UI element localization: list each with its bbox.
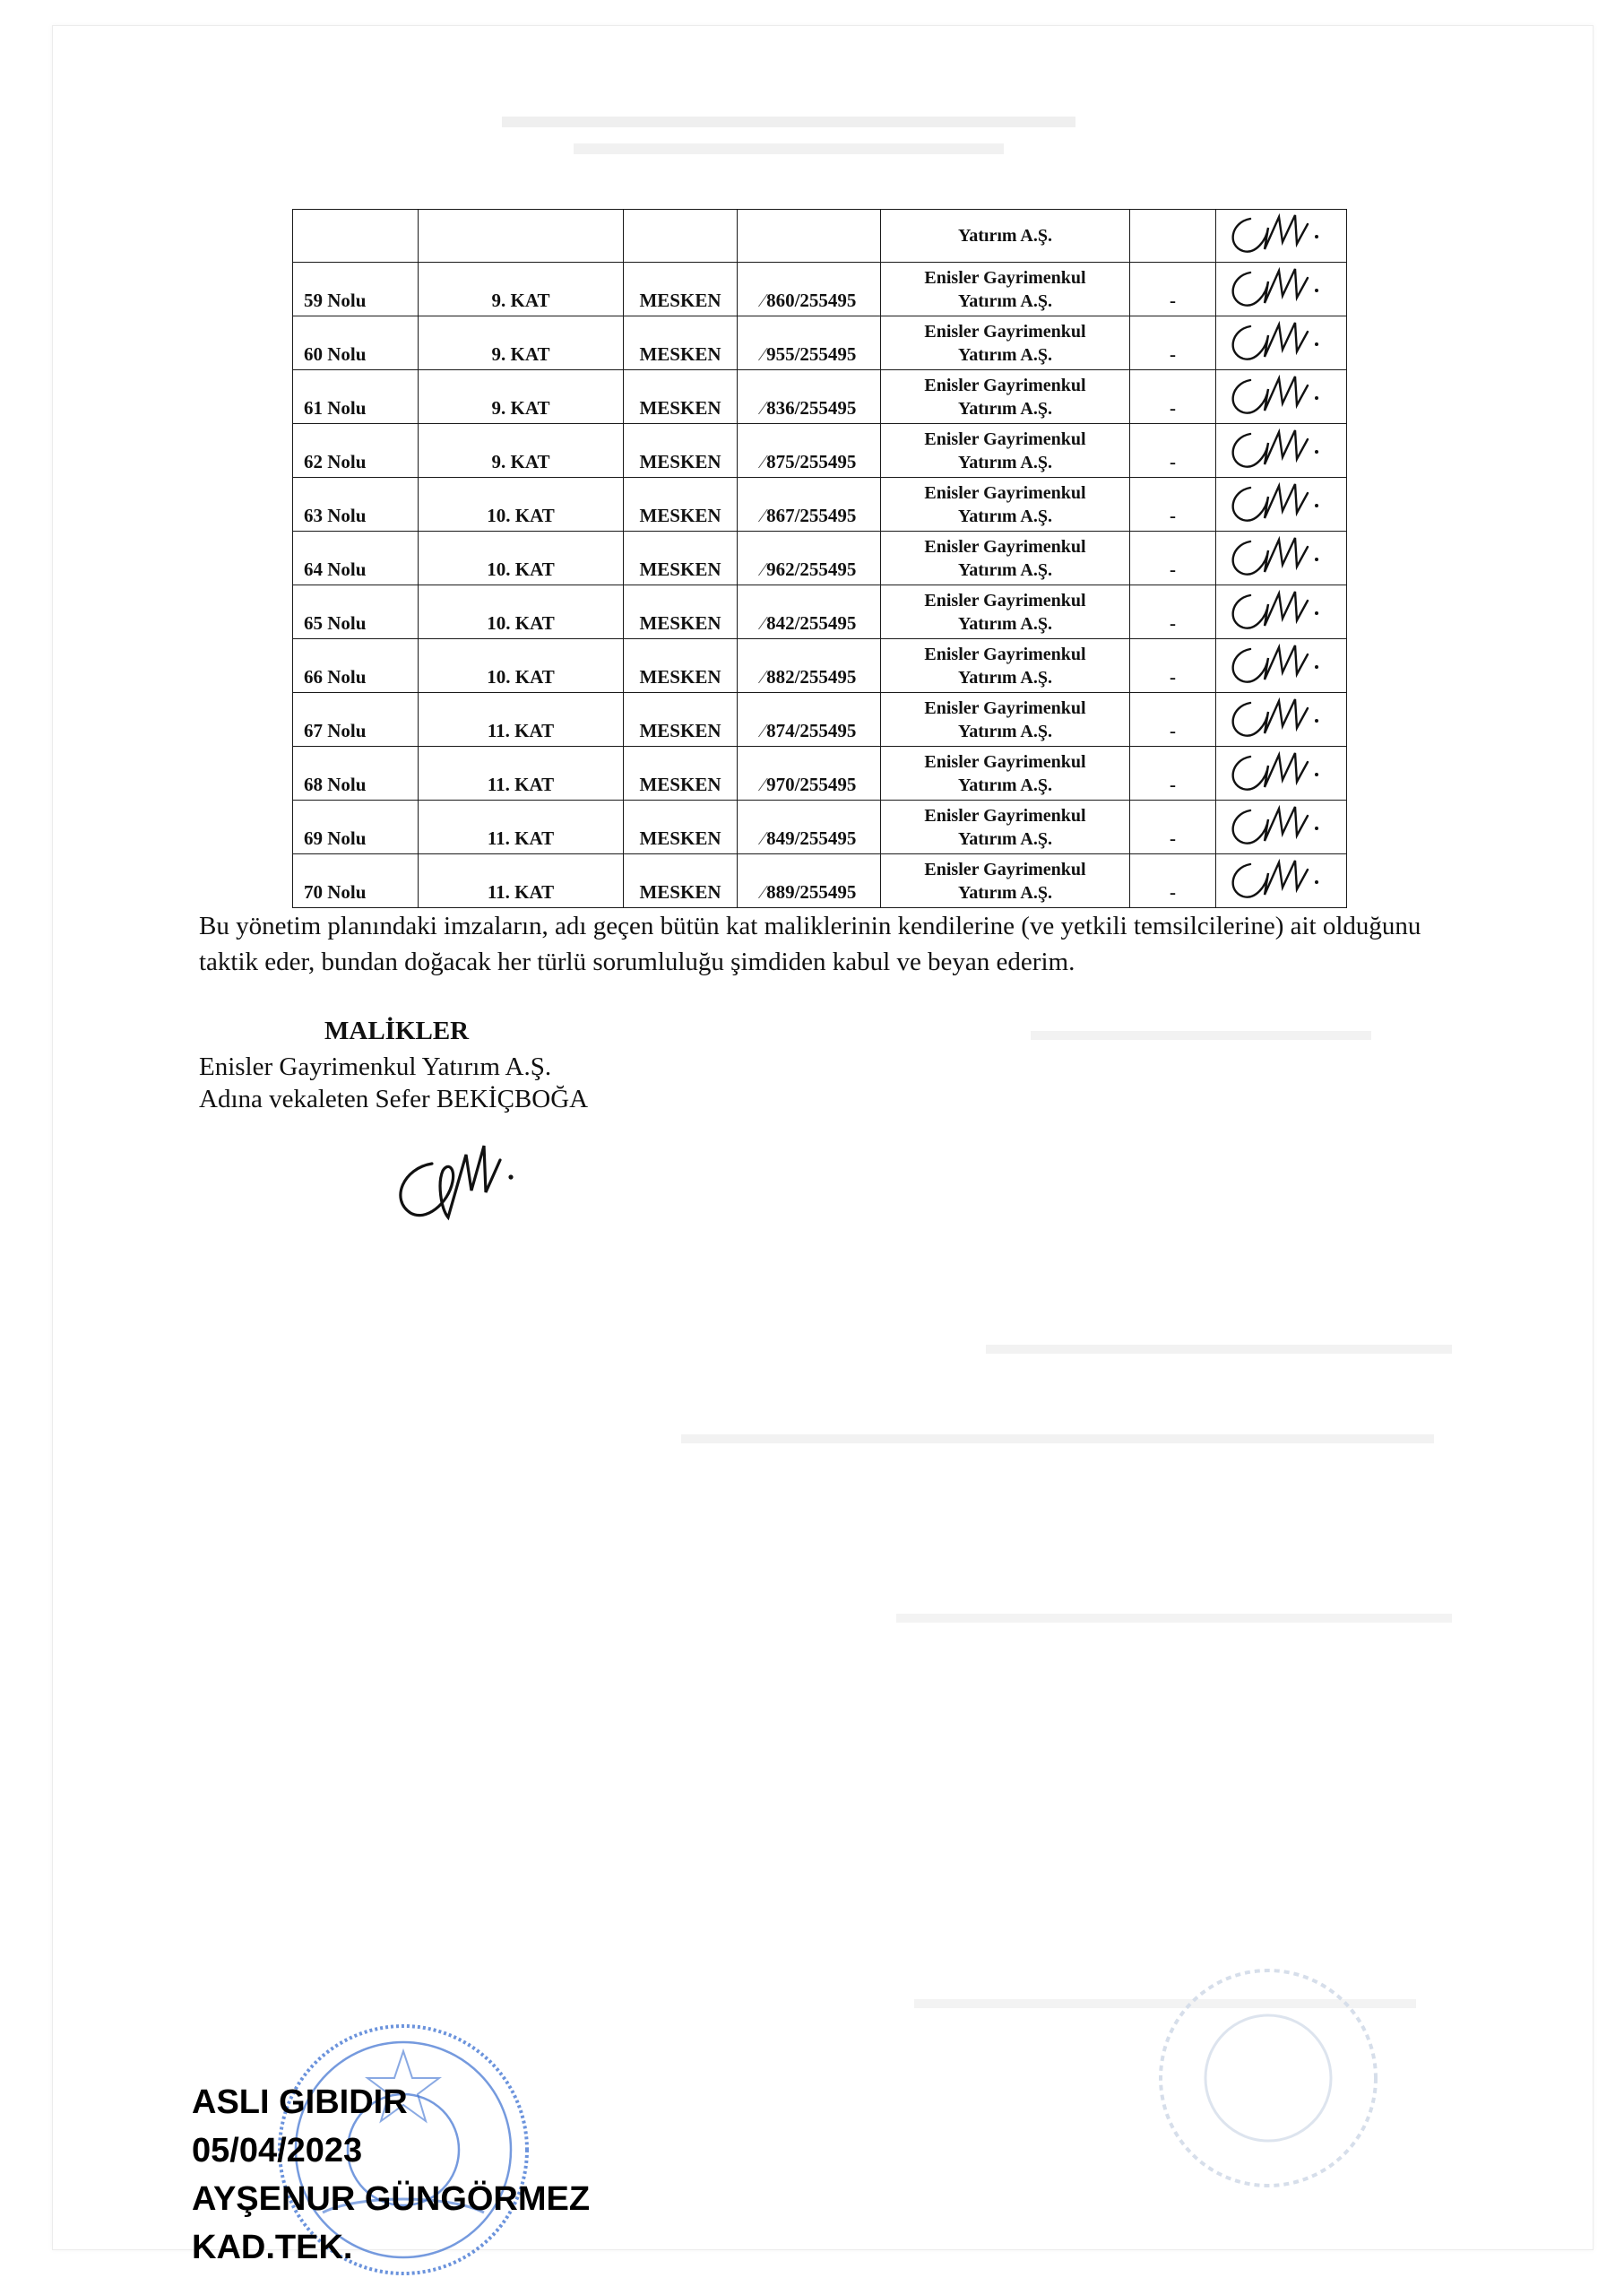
owner-line-1: Enisler Gayrimenkul xyxy=(924,375,1086,395)
check-tick-icon: ⁄ xyxy=(761,774,765,795)
owner-line-2: Yatırım A.Ş. xyxy=(958,721,1052,741)
floor: 9. KAT xyxy=(419,316,624,370)
land-share-value: 889/255495 xyxy=(766,881,857,903)
land-share-value: 860/255495 xyxy=(766,290,857,311)
table-row xyxy=(293,854,1347,908)
initial-signature-icon xyxy=(1223,801,1340,848)
table-row xyxy=(293,585,1347,639)
certified-true-copy: ASLI GIBIDIR xyxy=(192,2083,408,2121)
initial-signature-icon xyxy=(1223,317,1340,364)
unit-number: 64 Nolu xyxy=(293,532,419,585)
land-share-value: 875/255495 xyxy=(766,451,857,472)
floor: 10. KAT xyxy=(419,532,624,585)
check-tick-icon: ⁄ xyxy=(761,290,765,311)
check-tick-icon: ⁄ xyxy=(761,612,765,634)
floor: 9. KAT xyxy=(419,424,624,478)
owner-line-2: Yatırım A.Ş. xyxy=(958,226,1052,246)
land-share xyxy=(738,478,881,532)
land-share xyxy=(738,585,881,639)
owner-line-1: Enisler Gayrimenkul xyxy=(924,805,1086,826)
usage-type: MESKEN xyxy=(624,263,738,316)
unit-number: 70 Nolu xyxy=(293,854,419,908)
initial-signature-icon xyxy=(1223,748,1340,794)
floor: 10. KAT xyxy=(419,478,624,532)
signature-cell xyxy=(1216,370,1347,424)
owner-line-1: Enisler Gayrimenkul xyxy=(924,429,1086,449)
table-row xyxy=(293,693,1347,747)
owner-line-1: Enisler Gayrimenkul xyxy=(924,859,1086,879)
check-tick-icon: ⁄ xyxy=(761,397,765,419)
initial-signature-icon xyxy=(1223,210,1340,256)
check-tick-icon: ⁄ xyxy=(761,343,765,365)
proxy-signature xyxy=(385,1128,538,1235)
unit-number: 65 Nolu xyxy=(293,585,419,639)
check-tick-icon: ⁄ xyxy=(761,666,765,688)
signature-cell xyxy=(1216,210,1347,263)
usage-type: MESKEN xyxy=(624,532,738,585)
owner-line-2: Yatırım A.Ş. xyxy=(958,452,1052,472)
notes-cell: - xyxy=(1130,370,1216,424)
table-row xyxy=(293,263,1347,316)
floor: 11. KAT xyxy=(419,854,624,908)
land-share-value: 970/255495 xyxy=(766,774,857,795)
owner-line-2: Yatırım A.Ş. xyxy=(958,506,1052,526)
certification-stamp xyxy=(192,2078,590,2272)
floor: 11. KAT xyxy=(419,747,624,801)
floor: 9. KAT xyxy=(419,370,624,424)
signature-cell xyxy=(1216,854,1347,908)
usage-type: MESKEN xyxy=(624,424,738,478)
usage-type: MESKEN xyxy=(624,639,738,693)
table-row-continued xyxy=(293,210,1347,263)
owner-cell xyxy=(881,854,1130,908)
unit-number: 63 Nolu xyxy=(293,478,419,532)
signature-cell xyxy=(1216,747,1347,801)
notes-cell: - xyxy=(1130,639,1216,693)
notes-cell: - xyxy=(1130,424,1216,478)
notes-cell: - xyxy=(1130,801,1216,854)
table-row xyxy=(293,478,1347,532)
owner-cell xyxy=(881,639,1130,693)
owner-cell xyxy=(881,263,1130,316)
owners-company: Enisler Gayrimenkul Yatırım A.Ş. xyxy=(199,1052,552,1081)
table-row xyxy=(293,532,1347,585)
signature-cell xyxy=(1216,532,1347,585)
floor: 9. KAT xyxy=(419,263,624,316)
land-share xyxy=(738,424,881,478)
certifier-office: KAD.TEK. xyxy=(192,2229,353,2266)
unit-number: 61 Nolu xyxy=(293,370,419,424)
land-share-value: 962/255495 xyxy=(766,559,857,580)
owner-cell xyxy=(881,532,1130,585)
check-tick-icon: ⁄ xyxy=(761,505,765,526)
empty-cell xyxy=(419,210,624,263)
initial-signature-icon xyxy=(1223,855,1340,902)
notes-cell: - xyxy=(1130,532,1216,585)
owner-line-2: Yatırım A.Ş. xyxy=(958,828,1052,849)
certifier-name: AYŞENUR GÜNGÖRMEZ xyxy=(192,2180,591,2218)
usage-type: MESKEN xyxy=(624,693,738,747)
owner-line-2: Yatırım A.Ş. xyxy=(958,882,1052,903)
owner-line-2: Yatırım A.Ş. xyxy=(958,290,1052,311)
owner-cell xyxy=(881,693,1130,747)
unit-number: 60 Nolu xyxy=(293,316,419,370)
table-row xyxy=(293,316,1347,370)
owner-line-1: Enisler Gayrimenkul xyxy=(924,644,1086,664)
notes-cell: - xyxy=(1130,854,1216,908)
land-share-value: 882/255495 xyxy=(766,666,857,688)
land-share-value: 867/255495 xyxy=(766,505,857,526)
unit-number: 69 Nolu xyxy=(293,801,419,854)
floor: 10. KAT xyxy=(419,639,624,693)
owner-cell xyxy=(881,210,1130,263)
owner-cell xyxy=(881,316,1130,370)
owner-line-1: Enisler Gayrimenkul xyxy=(924,482,1086,503)
initial-signature-icon xyxy=(1223,425,1340,472)
land-share-value: 849/255495 xyxy=(766,827,857,849)
unit-number: 66 Nolu xyxy=(293,639,419,693)
owner-line-1: Enisler Gayrimenkul xyxy=(924,590,1086,611)
land-share-value: 955/255495 xyxy=(766,343,857,365)
owners-block xyxy=(199,1015,588,1115)
usage-type: MESKEN xyxy=(624,370,738,424)
unit-number: 59 Nolu xyxy=(293,263,419,316)
units-table xyxy=(292,209,1347,908)
unit-number: 62 Nolu xyxy=(293,424,419,478)
initial-signature-icon xyxy=(1223,694,1340,740)
owner-line-2: Yatırım A.Ş. xyxy=(958,559,1052,580)
usage-type: MESKEN xyxy=(624,801,738,854)
signature-cell xyxy=(1216,478,1347,532)
usage-type: MESKEN xyxy=(624,316,738,370)
signature-cell xyxy=(1216,585,1347,639)
floor: 11. KAT xyxy=(419,801,624,854)
owners-heading: MALİKLER xyxy=(324,1017,470,1045)
faint-seal xyxy=(1116,1944,1421,2213)
signature-cell xyxy=(1216,424,1347,478)
signature-cell xyxy=(1216,693,1347,747)
check-tick-icon: ⁄ xyxy=(761,559,765,580)
notes-cell: - xyxy=(1130,693,1216,747)
unit-number: 67 Nolu xyxy=(293,693,419,747)
certification-date: 05/04/2023 xyxy=(192,2132,363,2169)
check-tick-icon: ⁄ xyxy=(761,827,765,849)
check-tick-icon: ⁄ xyxy=(761,881,765,903)
owner-line-1: Enisler Gayrimenkul xyxy=(924,267,1086,288)
owner-cell xyxy=(881,585,1130,639)
unit-number: 68 Nolu xyxy=(293,747,419,801)
land-share-value: 874/255495 xyxy=(766,720,857,741)
empty-cell xyxy=(293,210,419,263)
table-row xyxy=(293,801,1347,854)
initial-signature-icon xyxy=(1223,586,1340,633)
table-row xyxy=(293,424,1347,478)
usage-type: MESKEN xyxy=(624,585,738,639)
land-share-value: 836/255495 xyxy=(766,397,857,419)
signature-cell xyxy=(1216,801,1347,854)
owner-cell xyxy=(881,424,1130,478)
owner-line-1: Enisler Gayrimenkul xyxy=(924,697,1086,718)
owner-cell xyxy=(881,801,1130,854)
signature-cell xyxy=(1216,316,1347,370)
usage-type: MESKEN xyxy=(624,854,738,908)
signature-cell xyxy=(1216,639,1347,693)
notes-cell: - xyxy=(1130,263,1216,316)
land-share xyxy=(738,747,881,801)
owner-line-2: Yatırım A.Ş. xyxy=(958,398,1052,419)
floor: 11. KAT xyxy=(419,693,624,747)
owners-proxy: Adına vekaleten Sefer BEKİÇBOĞA xyxy=(199,1085,589,1113)
usage-type: MESKEN xyxy=(624,478,738,532)
notes-cell: - xyxy=(1130,478,1216,532)
land-share xyxy=(738,693,881,747)
owner-cell xyxy=(881,747,1130,801)
empty-cell xyxy=(1130,210,1216,263)
owner-line-1: Enisler Gayrimenkul xyxy=(924,321,1086,342)
owner-line-1: Enisler Gayrimenkul xyxy=(924,536,1086,557)
owner-line-1: Enisler Gayrimenkul xyxy=(924,751,1086,772)
initial-signature-icon xyxy=(1223,479,1340,525)
land-share xyxy=(738,639,881,693)
notes-cell: - xyxy=(1130,747,1216,801)
empty-cell xyxy=(624,210,738,263)
initial-signature-icon xyxy=(1223,533,1340,579)
notes-cell: - xyxy=(1130,585,1216,639)
land-share xyxy=(738,532,881,585)
table-row xyxy=(293,639,1347,693)
owner-line-2: Yatırım A.Ş. xyxy=(958,613,1052,634)
usage-type: MESKEN xyxy=(624,747,738,801)
land-share xyxy=(738,370,881,424)
land-share xyxy=(738,801,881,854)
notes-cell: - xyxy=(1130,316,1216,370)
check-tick-icon: ⁄ xyxy=(761,720,765,741)
declaration-statement: Bu yönetim planındaki imzaların, adı geçen bütün kat maliklerinin kendilerine (ve yetkili temsilcilerine) ait olduğunu taktik eder, bundan doğacak her türlü sorumluluğu şimdiden kabul ve beyan ederim. xyxy=(199,912,1421,976)
land-share xyxy=(738,316,881,370)
owner-line-2: Yatırım A.Ş. xyxy=(958,344,1052,365)
initial-signature-icon xyxy=(1223,371,1340,418)
owner-line-2: Yatırım A.Ş. xyxy=(958,775,1052,795)
table-row xyxy=(293,747,1347,801)
owner-cell xyxy=(881,370,1130,424)
owner-line-2: Yatırım A.Ş. xyxy=(958,667,1052,688)
owner-cell xyxy=(881,478,1130,532)
signature-cell xyxy=(1216,263,1347,316)
land-share xyxy=(738,854,881,908)
initial-signature-icon xyxy=(1223,264,1340,310)
land-share-value: 842/255495 xyxy=(766,612,857,634)
land-share xyxy=(738,263,881,316)
table-row xyxy=(293,370,1347,424)
empty-cell xyxy=(738,210,881,263)
check-tick-icon: ⁄ xyxy=(761,451,765,472)
floor: 10. KAT xyxy=(419,585,624,639)
initial-signature-icon xyxy=(1223,640,1340,687)
